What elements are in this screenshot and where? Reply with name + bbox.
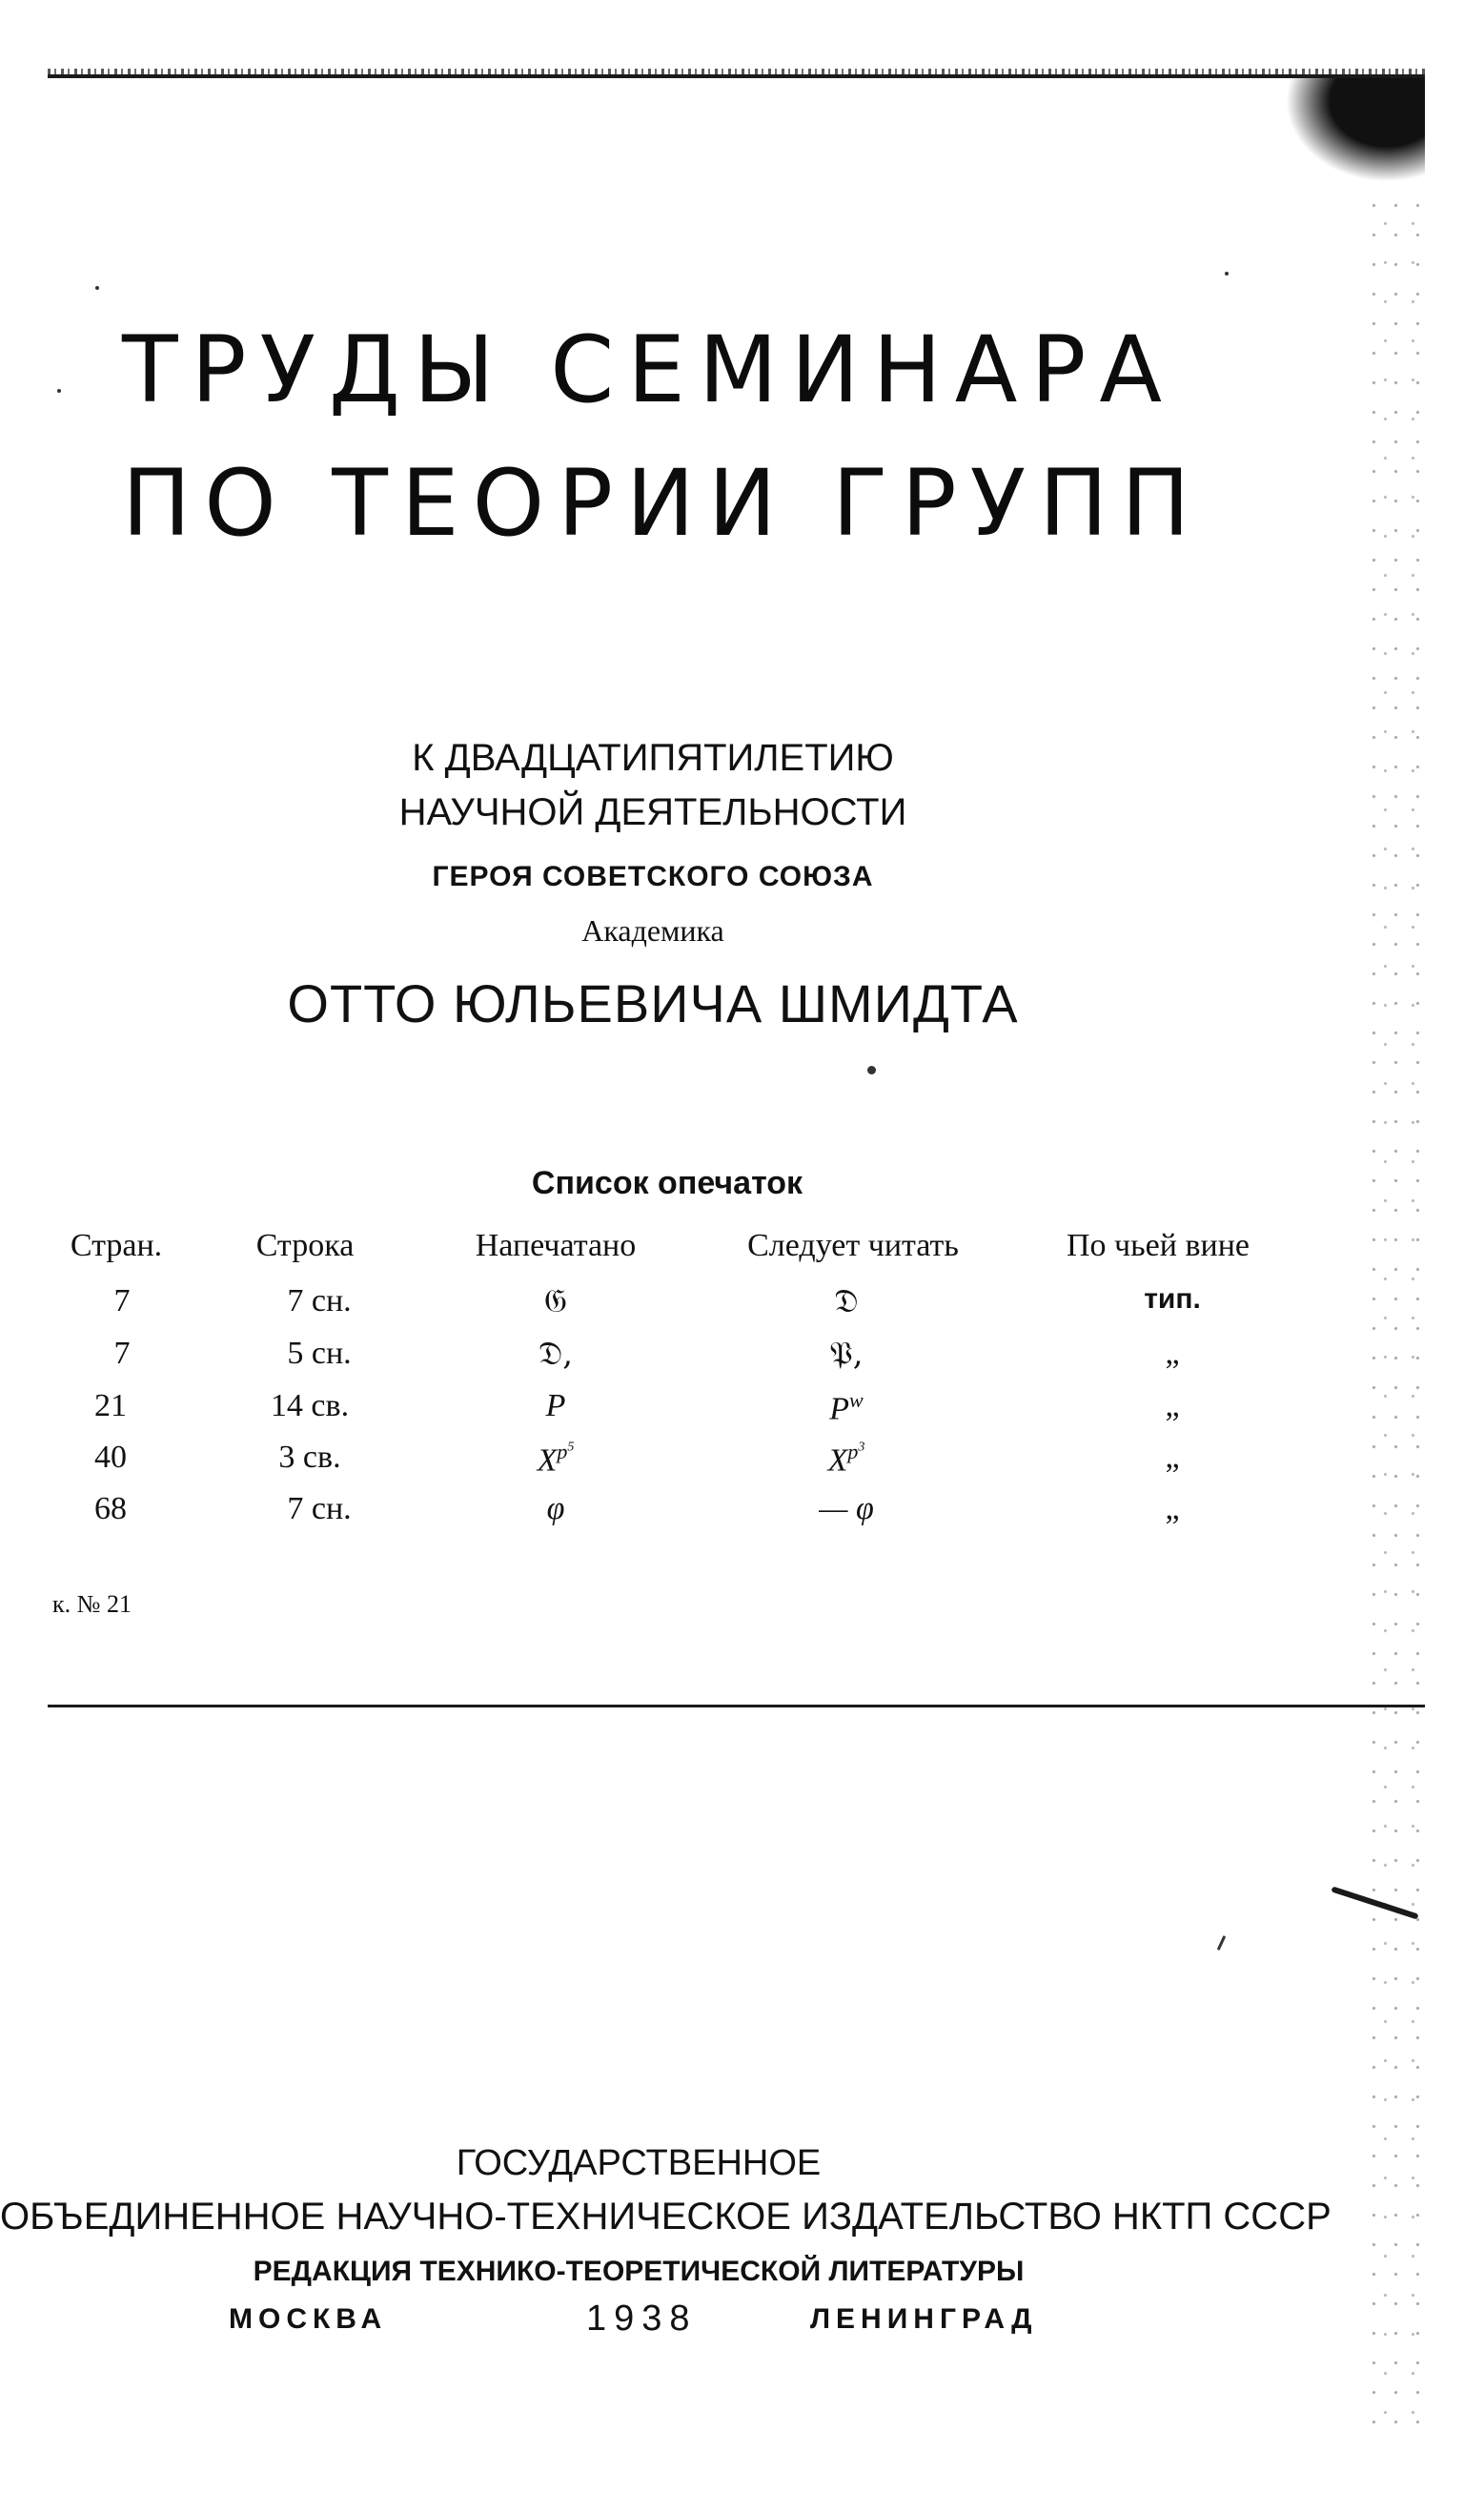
errata-cell-fault: тип. bbox=[1144, 1283, 1201, 1315]
scan-corner-blot bbox=[1272, 78, 1425, 193]
catalog-number: к. № 21 bbox=[52, 1590, 132, 1618]
dedication-line-2: НАУЧНОЙ ДЕЯТЕЛЬНОСТИ bbox=[398, 791, 907, 833]
errata-cell-line: 7 сн. bbox=[287, 1283, 352, 1318]
publisher-city-moscow: МОСКВА bbox=[229, 2303, 388, 2335]
errata-cell-printed: φ bbox=[546, 1491, 565, 1526]
scan-speck bbox=[1217, 1935, 1226, 1951]
errata-cell-line: 3 св. bbox=[278, 1440, 341, 1475]
errata-cell-printed: $X^{p^5}$ bbox=[537, 1440, 575, 1479]
book-title-line-1: ТРУДЫ СЕМИНАРА bbox=[122, 317, 1175, 423]
errata-cell-printed: 𝔇, bbox=[538, 1335, 574, 1373]
book-title-line-2: ПО ТЕОРИИ ГРУПП bbox=[122, 450, 1204, 557]
scan-speck bbox=[867, 1066, 876, 1074]
errata-cell-fault: „ bbox=[1165, 1388, 1180, 1423]
errata-cell-correct: 𝔓, bbox=[829, 1335, 864, 1373]
errata-header-line: Строка bbox=[255, 1228, 355, 1263]
errata-header-correct: Следует читать bbox=[747, 1228, 959, 1263]
errata-cell-page: 40 bbox=[94, 1440, 127, 1475]
publisher-line-2: ОБЪЕДИНЕННОЕ НАУЧНО-ТЕХНИЧЕСКОЕ ИЗДАТЕЛЬСТВО НКТП СССР bbox=[0, 2196, 1332, 2238]
errata-cell-correct: $X^{p^3}$ bbox=[827, 1440, 865, 1479]
scan-right-edge-noise bbox=[1363, 191, 1430, 2431]
errata-cell-fault: „ bbox=[1165, 1336, 1180, 1371]
dedication-line-4: Академика bbox=[581, 913, 724, 948]
errata-cell-correct: $P^w$ bbox=[829, 1388, 864, 1427]
errata-cell-line: 5 сн. bbox=[287, 1336, 352, 1371]
scan-speck bbox=[1225, 272, 1229, 276]
errata-header-printed: Напечатано bbox=[475, 1228, 637, 1263]
errata-header-fault: По чьей вине bbox=[1067, 1228, 1250, 1263]
errata-cell-page: 21 bbox=[94, 1388, 127, 1423]
publisher-line-1: ГОСУДАРСТВЕННОЕ bbox=[456, 2143, 822, 2183]
errata-header-page: Стран. bbox=[70, 1228, 163, 1263]
errata-cell-line: 7 сн. bbox=[287, 1491, 352, 1526]
errata-cell-correct: — φ bbox=[819, 1491, 874, 1526]
errata-title: Список опечаток bbox=[531, 1165, 803, 1201]
horizontal-divider bbox=[48, 1705, 1425, 1707]
dedication-line-1: К ДВАДЦАТИПЯТИЛЕТИЮ bbox=[412, 737, 894, 779]
publisher-line-3: РЕДАКЦИЯ ТЕХНИКО-ТЕОРЕТИЧЕСКОЙ ЛИТЕРАТУРЫ bbox=[253, 2256, 1025, 2287]
errata-cell-fault: „ bbox=[1165, 1440, 1180, 1475]
scan-speck bbox=[57, 389, 61, 393]
errata-cell-correct: 𝔇 bbox=[834, 1282, 859, 1320]
scan-speck bbox=[95, 286, 99, 290]
errata-cell-printed: P bbox=[545, 1388, 566, 1423]
errata-cell-printed: 𝔊 bbox=[543, 1282, 568, 1320]
errata-cell-page: 7 bbox=[113, 1283, 131, 1318]
honoree-name: ОТТО ЮЛЬЕВИЧА ШМИДТА bbox=[287, 973, 1019, 1033]
publisher-city-leningrad: ЛЕНИНГРАД bbox=[810, 2303, 1038, 2335]
publication-year: 1938 bbox=[586, 2299, 698, 2339]
scan-top-border bbox=[48, 74, 1425, 78]
errata-cell-fault: „ bbox=[1165, 1491, 1180, 1526]
errata-cell-page: 7 bbox=[113, 1336, 131, 1371]
dedication-line-3: ГЕРОЯ СОВЕТСКОГО СОЮЗА bbox=[432, 861, 874, 892]
errata-cell-line: 14 св. bbox=[270, 1388, 350, 1423]
errata-cell-page: 68 bbox=[94, 1491, 127, 1526]
